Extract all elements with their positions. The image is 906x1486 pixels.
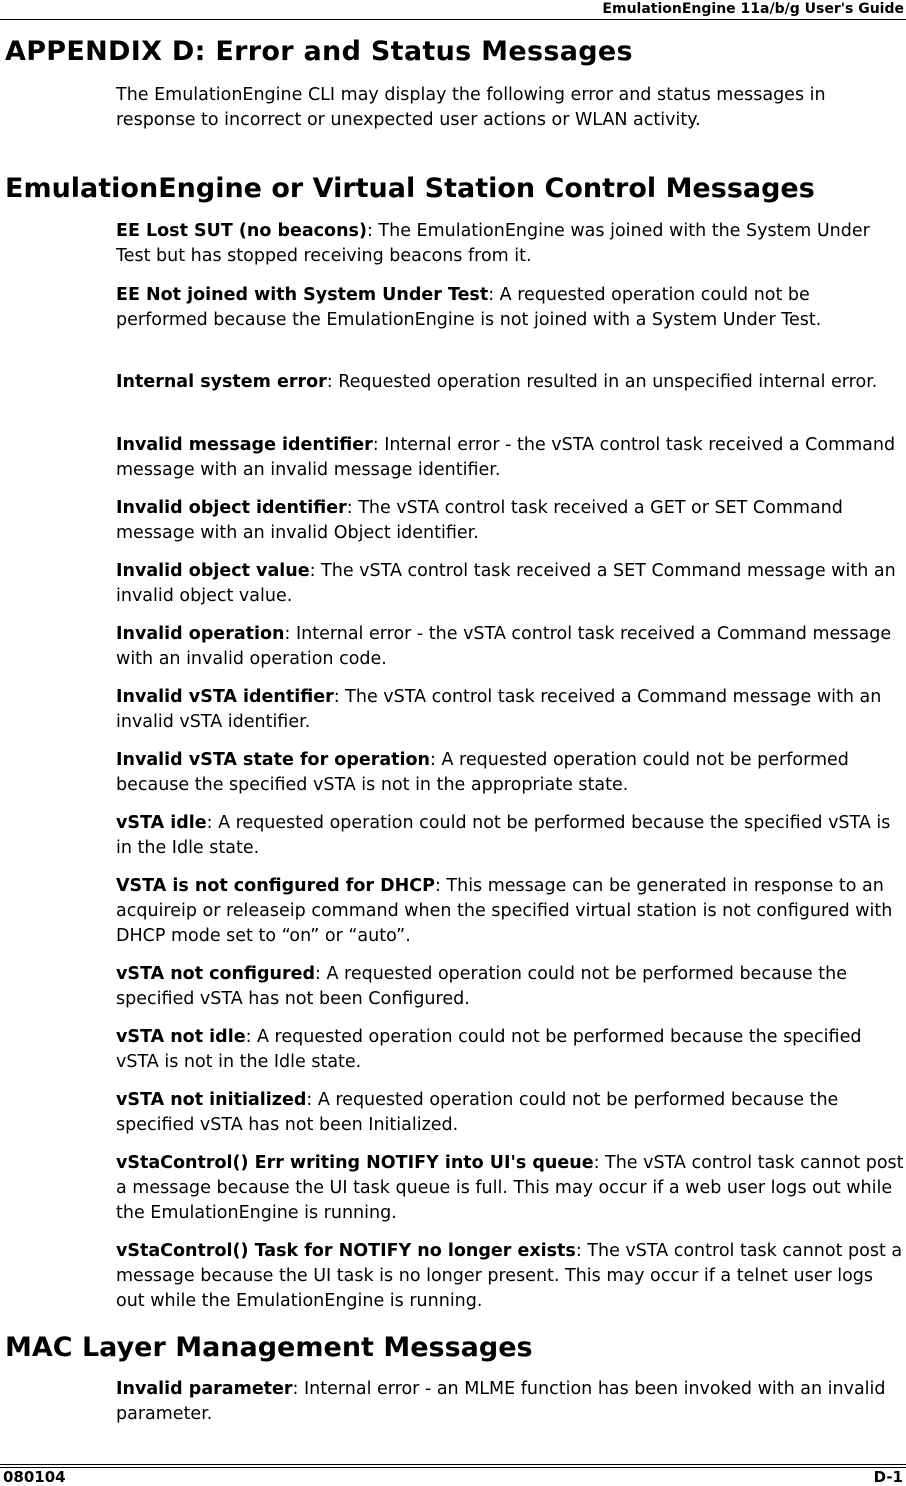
message-term: vSTA not configured (116, 964, 316, 984)
message-entry (116, 748, 906, 798)
message-entry (116, 1151, 906, 1226)
message-entry (116, 283, 906, 333)
message-entry (116, 1239, 906, 1314)
footer-divider (0, 1464, 906, 1468)
appendix-title: APPENDIX D: Error and Status Messages (5, 36, 633, 67)
message-entry (116, 559, 906, 609)
footer-page-number: D-1 (873, 1468, 903, 1486)
message-entry (116, 1025, 906, 1075)
message-term: vStaControl() Err writing NOTIFY into UI's queue (116, 1153, 594, 1173)
message-desc: : This message can be generated in response to an acquireip or releaseip command when the specified virtual station is not configured with DHCP mode set to “on” or “auto”. (116, 876, 893, 946)
appendix-intro: The EmulationEngine CLI may display the following error and status messages in response to incorrect or unexpected user actions or WLAN activity. (116, 85, 826, 130)
message-desc: : Internal error - the vSTA control task received a Command message with an invalid operation code. (116, 624, 892, 669)
message-desc: : The vSTA control task received a Command message with an invalid vSTA identifier. (116, 687, 882, 732)
message-entry (116, 496, 906, 546)
message-term: vSTA not initialized (116, 1090, 307, 1110)
message-term: Invalid operation (116, 624, 285, 644)
message-term: Invalid parameter (116, 1379, 293, 1399)
message-entry (116, 1088, 906, 1138)
running-header: EmulationEngine 11a/b/g User's Guide (0, 0, 906, 20)
message-entry (116, 685, 906, 735)
section-title-mac-layer: MAC Layer Management Messages (5, 1332, 533, 1363)
message-term: Invalid vSTA state for operation (116, 750, 431, 770)
message-desc: : A requested operation could not be performed because the specified vSTA has not been Configured. (116, 964, 847, 1009)
message-term: Invalid object value (116, 561, 310, 581)
message-desc: : Internal error - an MLME function has been invoked with an invalid parameter. (116, 1379, 886, 1424)
message-desc: : The EmulationEngine was joined with the System Under Test but has stopped receiving beacons from it. (116, 221, 870, 266)
message-entry (116, 962, 906, 1012)
message-term: vSTA idle (116, 813, 207, 833)
message-desc: : A requested operation could not be performed because the specified vSTA is not in the appropriate state. (116, 750, 849, 795)
message-term: vSTA not idle (116, 1027, 246, 1047)
message-entry (116, 874, 906, 949)
message-desc: : A requested operation could not be performed because the EmulationEngine is not joined with a System Under Test. (116, 285, 822, 330)
message-entry (116, 219, 906, 269)
message-term: VSTA is not configured for DHCP (116, 876, 435, 896)
message-term: Invalid vSTA identifier (116, 687, 334, 707)
message-term: Internal system error (116, 372, 327, 392)
message-entry (116, 433, 906, 483)
message-entry (116, 370, 906, 395)
message-term: Invalid message identifier (116, 435, 373, 455)
message-entry (116, 811, 906, 861)
message-desc: : Internal error - the vSTA control task received a Command message with an invalid message identifier. (116, 435, 896, 480)
message-desc: : The vSTA control task cannot post a message because the UI task is no longer present. This may occur if a telnet user logs out while the EmulationEngine is running. (116, 1241, 903, 1311)
message-term: EE Lost SUT (no beacons) (116, 221, 367, 241)
message-entry (116, 1377, 906, 1427)
message-desc: : A requested operation could not be performed because the specified vSTA is not in the Idle state. (116, 1027, 862, 1072)
message-desc: : A requested operation could not be performed because the specified vSTA is in the Idle state. (116, 813, 891, 858)
message-desc: : Requested operation resulted in an unspecified internal error. (326, 372, 878, 392)
message-desc: : The vSTA control task cannot post a message because the UI task queue is full. This may occur if a web user logs out while the EmulationEngine is running. (116, 1153, 904, 1223)
footer-doc-number: 080104 (3, 1468, 66, 1486)
message-term: Invalid object identifier (116, 498, 347, 518)
message-entry (116, 622, 906, 672)
message-desc: : A requested operation could not be performed because the specified vSTA has not been Initialized. (116, 1090, 839, 1135)
message-desc: : The vSTA control task received a SET Command message with an invalid object value. (116, 561, 896, 606)
section-title-vsta-control: EmulationEngine or Virtual Station Control Messages (5, 173, 815, 204)
message-term: vStaControl() Task for NOTIFY no longer exists (116, 1241, 576, 1261)
message-term: EE Not joined with System Under Test (116, 285, 489, 305)
message-desc: : The vSTA control task received a GET or SET Command message with an invalid Object identifier. (116, 498, 843, 543)
